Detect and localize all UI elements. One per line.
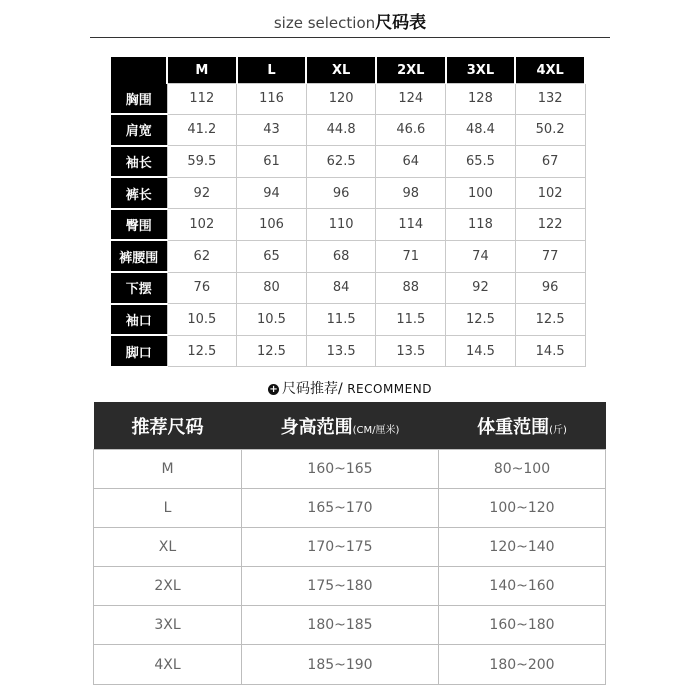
size-header-cell: 2XL <box>376 57 446 84</box>
recommend-height-cell: 185~190 <box>242 645 439 684</box>
size-table-cell: 13.5 <box>306 335 376 367</box>
size-table-cell: 102 <box>515 177 585 209</box>
size-table-cell: 96 <box>515 272 585 304</box>
size-table-cell: 14.5 <box>446 335 516 367</box>
size-table-row <box>111 209 585 241</box>
recommend-heading <box>0 378 700 398</box>
size-table-cell: 12.5 <box>167 335 237 367</box>
recommend-size-cell: 2XL <box>94 567 242 606</box>
size-table-cell: 65 <box>237 240 307 272</box>
size-table-cell: 88 <box>376 272 446 304</box>
size-table-cell: 65.5 <box>446 146 516 178</box>
recommend-weight-cell: 120~140 <box>439 528 606 567</box>
recommend-table-row <box>94 606 606 645</box>
title-section <box>0 0 700 40</box>
recommend-size-cell: 3XL <box>94 606 242 645</box>
recommend-header-height <box>242 402 439 450</box>
recommend-header-weight <box>439 402 606 450</box>
size-table-cell: 12.5 <box>446 304 516 336</box>
recommend-weight-cell: 100~120 <box>439 489 606 528</box>
size-table-cell: 12.5 <box>237 335 307 367</box>
recommend-size-cell: L <box>94 489 242 528</box>
recommend-table <box>93 402 606 685</box>
recommend-weight-cell: 160~180 <box>439 606 606 645</box>
size-table-cell: 68 <box>306 240 376 272</box>
size-row-label: 脚口 <box>111 335 167 367</box>
size-table-cell: 67 <box>515 146 585 178</box>
recommend-height-cell: 170~175 <box>242 528 439 567</box>
size-table-cell: 41.2 <box>167 114 237 146</box>
size-table-cell: 92 <box>167 177 237 209</box>
size-table-cell: 13.5 <box>376 335 446 367</box>
recommend-heading-zh: 尺码推荐/ <box>282 381 343 397</box>
recommend-table-row <box>94 645 606 684</box>
title-en: size selection <box>273 14 376 32</box>
plus-circle-icon: + <box>269 384 278 395</box>
size-table-cell: 14.5 <box>515 335 585 367</box>
size-table-cell: 112 <box>167 84 237 115</box>
size-table-cell: 43 <box>237 114 307 146</box>
size-row-label: 袖口 <box>111 304 167 336</box>
recommend-header-row <box>94 402 606 450</box>
size-table-cell: 100 <box>446 177 516 209</box>
size-header-row <box>111 57 585 84</box>
size-table-cell: 11.5 <box>376 304 446 336</box>
size-table-row <box>111 146 585 178</box>
size-table-cell: 80 <box>237 272 307 304</box>
size-header-cell: 3XL <box>446 57 516 84</box>
size-table-cell: 114 <box>376 209 446 241</box>
size-table-cell: 124 <box>376 84 446 115</box>
title-zh: 尺码表 <box>375 13 427 33</box>
size-table-cell: 62.5 <box>306 146 376 178</box>
recommend-weight-cell: 140~160 <box>439 567 606 606</box>
size-table-cell: 71 <box>376 240 446 272</box>
size-table-cell: 94 <box>237 177 307 209</box>
size-table-cell: 116 <box>237 84 307 115</box>
size-table-cell: 102 <box>167 209 237 241</box>
recommend-heading-en: RECOMMEND <box>347 382 432 396</box>
recommend-table-row <box>94 567 606 606</box>
recommend-header-weight-label: 体重范围 <box>477 416 550 438</box>
size-table-cell: 84 <box>306 272 376 304</box>
size-table-cell: 50.2 <box>515 114 585 146</box>
size-table-cell: 11.5 <box>306 304 376 336</box>
size-table-cell: 12.5 <box>515 304 585 336</box>
size-table-cell: 44.8 <box>306 114 376 146</box>
title-divider <box>90 37 610 38</box>
size-row-label: 下摆 <box>111 272 167 304</box>
size-row-label: 臀围 <box>111 209 167 241</box>
size-row-label: 肩宽 <box>111 114 167 146</box>
size-table-row <box>111 304 585 336</box>
size-row-label: 胸围 <box>111 84 167 115</box>
recommend-weight-cell: 80~100 <box>439 450 606 489</box>
size-table-cell: 110 <box>306 209 376 241</box>
recommend-size-cell: M <box>94 450 242 489</box>
recommend-table-row <box>94 489 606 528</box>
size-row-label: 袖长 <box>111 146 167 178</box>
recommend-header-size-label: 推荐尺码 <box>131 416 204 438</box>
size-table-row <box>111 335 585 367</box>
size-table-cell: 106 <box>237 209 307 241</box>
size-header-cell: L <box>237 57 307 84</box>
size-table-row <box>111 177 585 209</box>
recommend-size-cell: 4XL <box>94 645 242 684</box>
size-table <box>111 57 586 368</box>
size-table-row <box>111 84 585 115</box>
size-table-cell: 74 <box>446 240 516 272</box>
size-table-cell: 96 <box>306 177 376 209</box>
recommend-table-row <box>94 450 606 489</box>
size-table-row <box>111 240 585 272</box>
recommend-height-cell: 160~165 <box>242 450 439 489</box>
size-table-cell: 132 <box>515 84 585 115</box>
size-table-cell: 128 <box>446 84 516 115</box>
recommend-size-cell: XL <box>94 528 242 567</box>
recommend-height-cell: 175~180 <box>242 567 439 606</box>
size-table-cell: 64 <box>376 146 446 178</box>
size-header-cell: XL <box>306 57 376 84</box>
size-row-label: 裤长 <box>111 177 167 209</box>
size-table-row <box>111 272 585 304</box>
recommend-table-row <box>94 528 606 567</box>
recommend-header-height-label: 身高范围 <box>280 416 353 438</box>
size-table-cell: 98 <box>376 177 446 209</box>
recommend-header-size <box>94 402 242 450</box>
size-table-row <box>111 114 585 146</box>
recommend-height-cell: 165~170 <box>242 489 439 528</box>
recommend-height-cell: 180~185 <box>242 606 439 645</box>
size-table-cell: 118 <box>446 209 516 241</box>
size-table-cell: 92 <box>446 272 516 304</box>
size-header-cell: 4XL <box>515 57 585 84</box>
size-table-cell: 48.4 <box>446 114 516 146</box>
size-table-cell: 10.5 <box>237 304 307 336</box>
size-table-cell: 120 <box>306 84 376 115</box>
size-table-cell: 62 <box>167 240 237 272</box>
recommend-header-weight-unit: (斤) <box>549 424 567 436</box>
size-header-cell: M <box>167 57 237 84</box>
size-table-cell: 76 <box>167 272 237 304</box>
size-table-cell: 59.5 <box>167 146 237 178</box>
size-table-cell: 61 <box>237 146 307 178</box>
page-title <box>0 8 700 33</box>
size-row-label: 裤腰围 <box>111 240 167 272</box>
size-header-corner <box>111 57 167 84</box>
size-table-cell: 77 <box>515 240 585 272</box>
size-table-cell: 122 <box>515 209 585 241</box>
recommend-weight-cell: 180~200 <box>439 645 606 684</box>
recommend-header-height-unit: (CM/厘米) <box>352 424 400 436</box>
size-table-cell: 10.5 <box>167 304 237 336</box>
size-table-cell: 46.6 <box>376 114 446 146</box>
